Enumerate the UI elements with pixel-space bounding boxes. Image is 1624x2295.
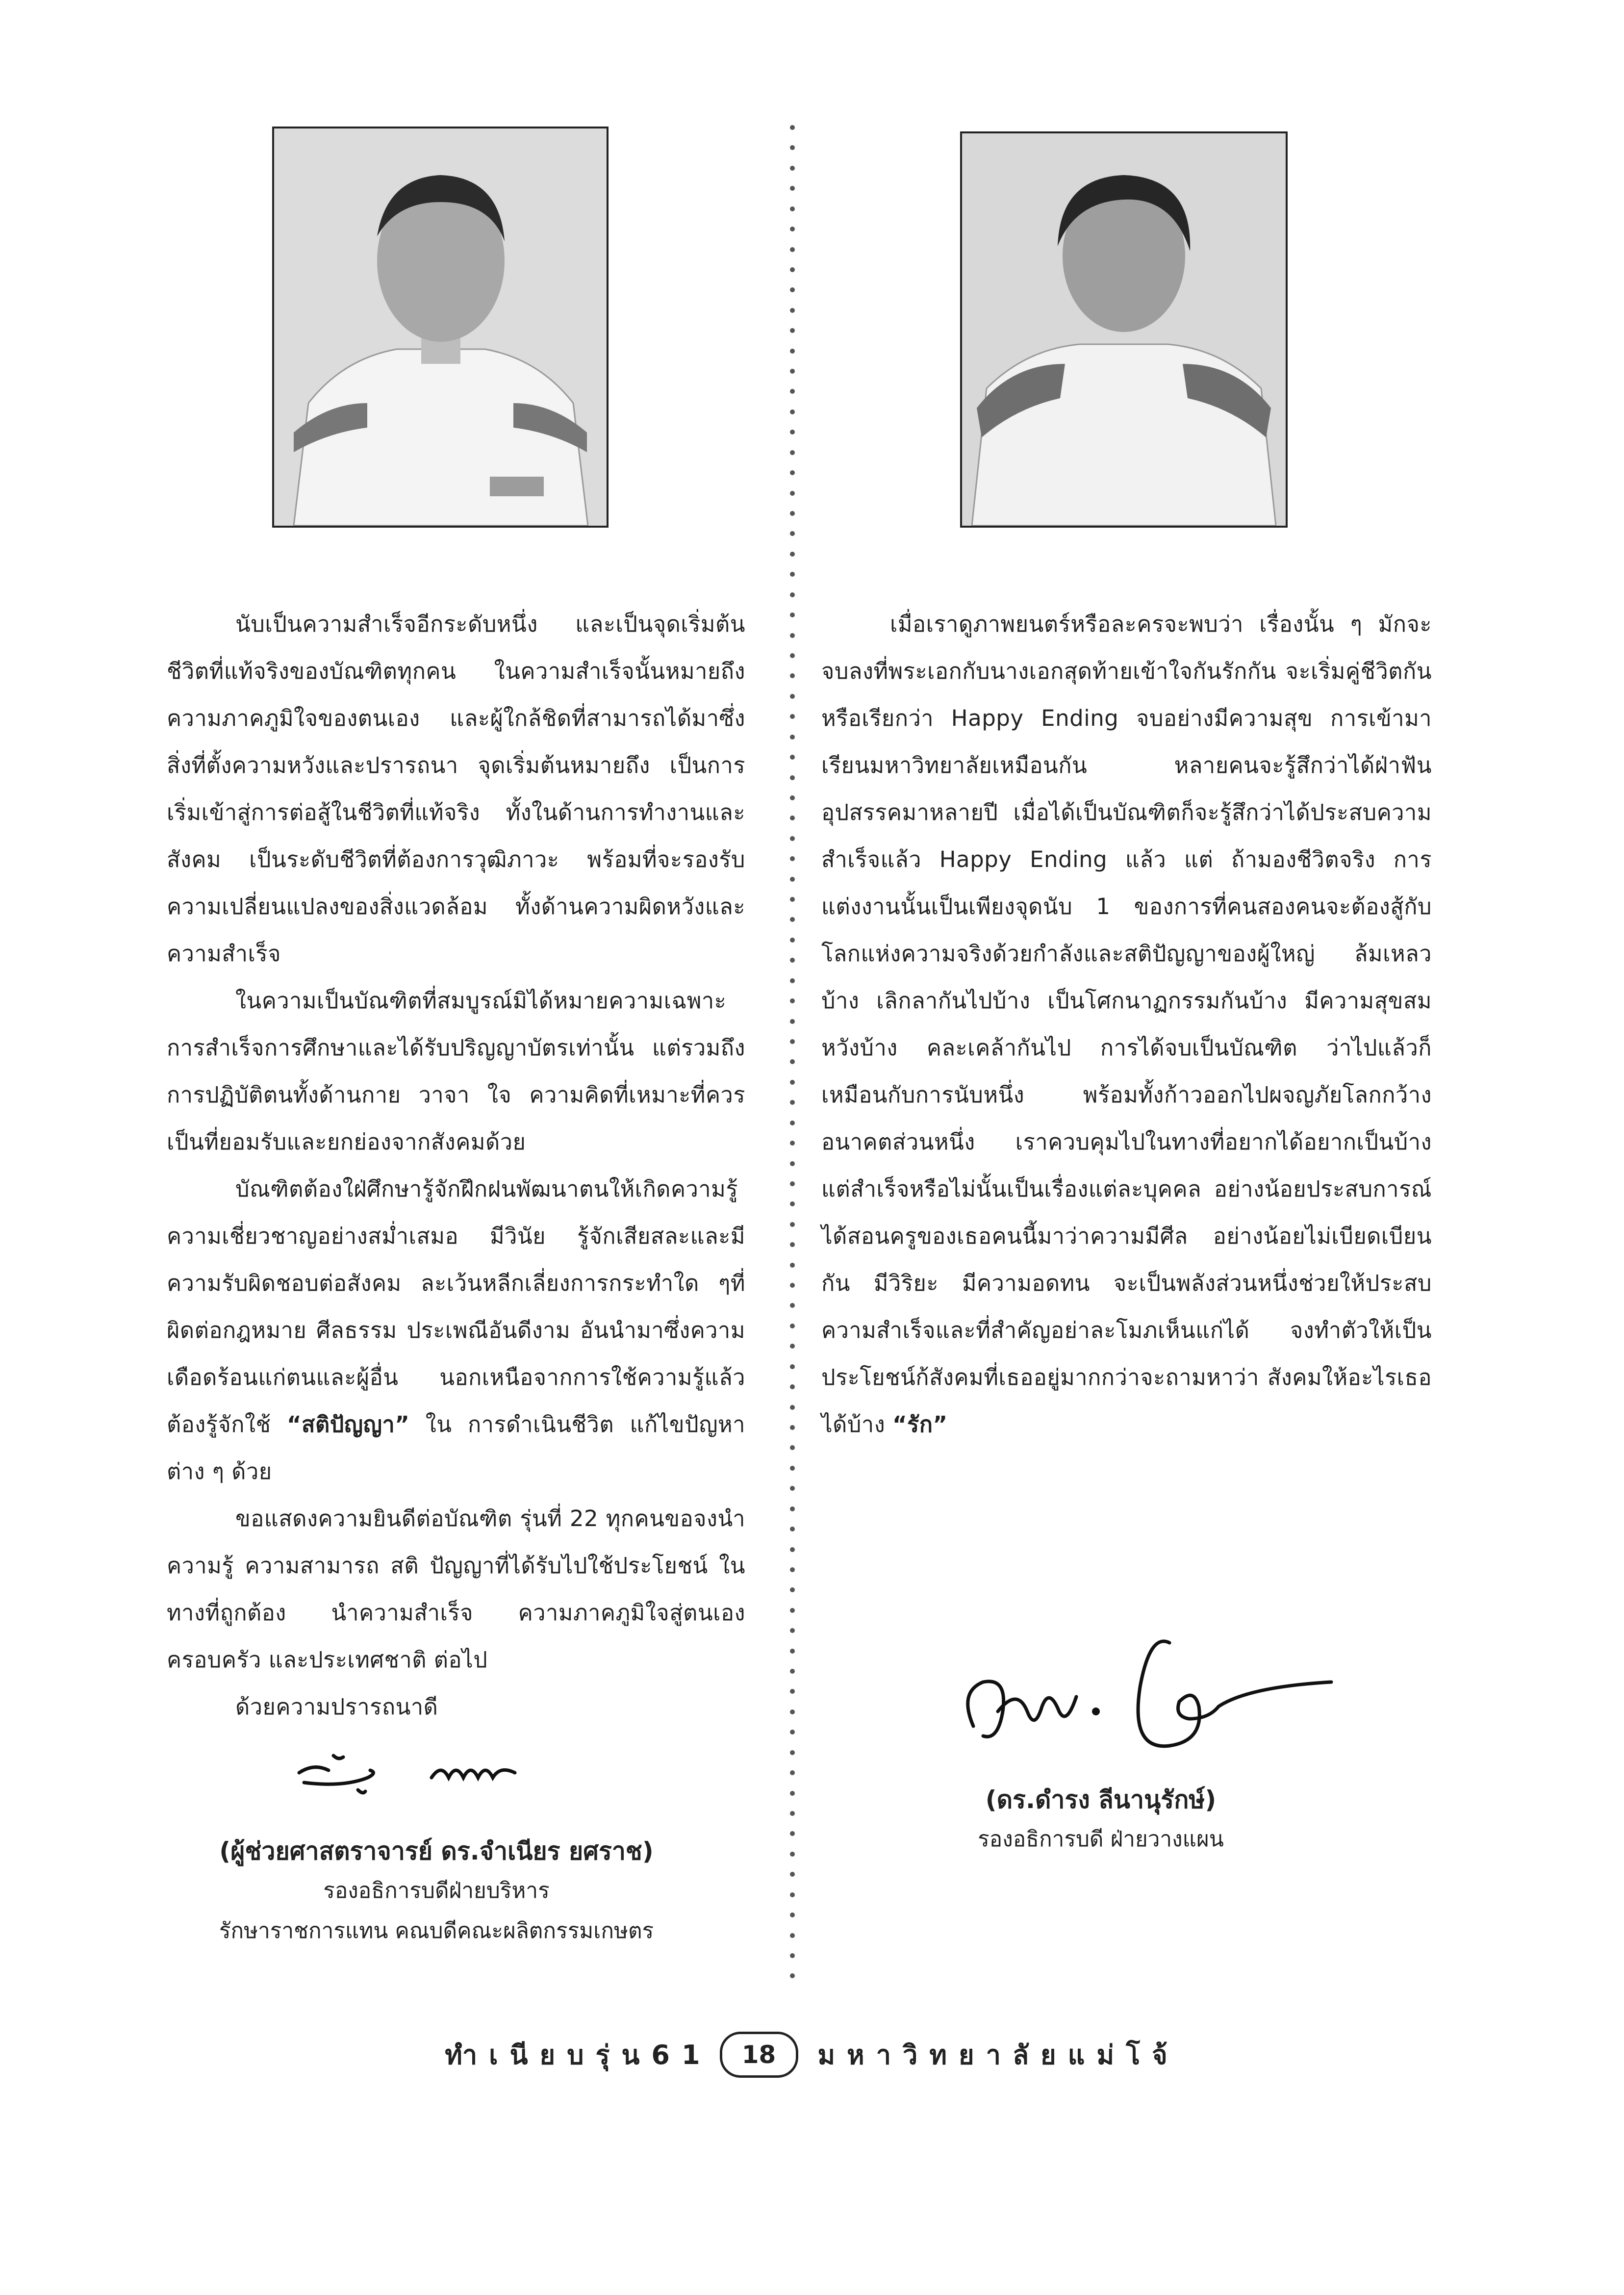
divider-dot [790, 409, 795, 414]
divider-dot [790, 1973, 795, 1978]
right-paragraph-1-text: เมื่อเราดูภาพยนตร์หรือละครจะพบว่า เรื่องนั้น ๆ มักจะจบลงที่พระเอกกับนางเอกสุดท้ายเข้าใจกันรักกัน จะเริ่มคู่ชีวิตกัน หรือเรียกว่า Happy Ending จบอย่างมีความสุข การเข้ามาเรียนมหาวิทยาลัยเหมือนกัน หลายคนจะรู้สึกว่าได้ฝ่าฟันอุปสรรคมาหลายปี เมื่อได้เป็นบัณฑิตก็จะรู้สึกว่าได้ประสบความสำเร็จแล้ว Happy Ending แล้ว แต่ ถ้ามองชีวิตจริง การแต่งงานนั้นเป็นเพียงจุดนับ 1 ของการที่คนสองคนจะต้องสู้กับโลกแห่งความจริงด้วยกำลังและสติปัญญาของผู้ใหญ่ ล้มเหลวบ้าง เลิกลากันไปบ้าง เป็นโศกนาฏกรรมกันบ้าง มีความสุขสมหวังบ้าง คละเคล้ากันไป การได้จบเป็นบัณฑิต ว่าไปแล้วก็เหมือนกับการนับหนึ่ง พร้อมทั้งก้าวออกไปผจญภัยโลกกว้าง อนาคตส่วนหนึ่ง เราควบคุมไปในทางที่อยากได้อยากเป็นบ้าง แต่สำเร็จหรือไม่นั้นเป็นเรื่องแต่ละบุคคล อย่างน้อยประสบการณ์ได้สอนครูของเธอคนนี้มาว่าความมีศีล อย่างน้อยไม่เบียดเบียนกัน มีวิริยะ มีความอดทน จะเป็นพลังส่วนหนึ่งช่วยให้ประสบความสำเร็จและที่สำคัญอย่าละโมภเห็นแก่ได้ จงทำตัวให้เป็นประโยชน์ก้สังคมที่เธออยู่มากกว่าจะถามหาว่า สังคมให้อะไรเธอได้บ้าง [821, 611, 1432, 1437]
divider-dot [790, 349, 795, 354]
divider-dot [790, 1852, 795, 1857]
divider-dot [790, 1506, 795, 1511]
right-signatory-role: รองอธิการบดี ฝ่ายวางแผน [978, 1827, 1224, 1852]
divider-dot [790, 592, 795, 597]
divider-dot [790, 1303, 795, 1308]
divider-dot [790, 1405, 795, 1410]
divider-dot [790, 816, 795, 820]
divider-dot [790, 856, 795, 861]
divider-dot [790, 1730, 795, 1734]
divider-dot [790, 572, 795, 577]
divider-dot [790, 836, 795, 841]
divider-dot [790, 1567, 795, 1572]
divider-dot [790, 369, 795, 374]
divider-dot [790, 186, 795, 191]
divider-dot [790, 1384, 795, 1389]
divider-dot [790, 633, 795, 638]
highlight-wisdom: “สติปัญญา” [286, 1411, 410, 1437]
portrait-photo-right [960, 131, 1288, 528]
divider-dot [790, 430, 795, 434]
left-paragraph-3-end: การดำเนินชีวิต แก้ไขปัญหาต่าง ๆ ด้วย [167, 1411, 745, 1484]
right-name-block [905, 1780, 1297, 1860]
divider-dot [790, 775, 795, 780]
divider-dot [790, 166, 795, 171]
divider-dot [790, 735, 795, 740]
divider-dot [790, 978, 795, 983]
divider-dot [790, 1324, 795, 1328]
divider-dot [790, 1181, 795, 1186]
right-body-text [821, 601, 1432, 1448]
left-paragraph-3-text: บัณฑิตต้องใฝ่ศึกษารู้จักฝึกฝนพัฒนาตนให้เกิดความรู้ ความเชี่ยวชาญอย่างสม่ำเสมอ มีวินัย รู้จักเสียสละและมีความรับผิดชอบต่อสังคม ละเว้นหลีกเลี่ยงการกระทำใด ๆที่ผิดต่อกฎหมาย ศีลธรรม ประเพณีอันดีงาม อันนำมาซึ่งความเดือดร้อนแก่ตนและผู้อื่น นอกเหนือจากการใช้ความรู้แล้ว ต้องรู้จักใช้ [167, 1176, 745, 1437]
right-signatory-name: (ดร.ดำรง ลีนานุรักษ์) [985, 1785, 1217, 1814]
left-signatory-acting-role: รักษาราชการแทน คณบดีคณะผลิตกรรมเกษตร [219, 1918, 654, 1943]
divider-dot [790, 1933, 795, 1938]
left-body-text [167, 601, 745, 1731]
divider-dot [790, 1263, 795, 1268]
left-signatory-name: (ผู้ช่วยศาสตราจารย์ ดร.จำเนียร ยศราช) [219, 1837, 654, 1865]
divider-dot [790, 1039, 795, 1044]
divider-dot [790, 1161, 795, 1166]
divider-dot [790, 308, 795, 313]
divider-dot [790, 1628, 795, 1633]
footer-university-name: มหาวิทยาลัยแม่โจ้ [817, 2040, 1179, 2070]
divider-dot [790, 328, 795, 333]
divider-dot [790, 1527, 795, 1531]
divider-dot [790, 1791, 795, 1796]
divider-dot [790, 1466, 795, 1471]
divider-dot [790, 287, 795, 292]
divider-dot [790, 1080, 795, 1085]
divider-dot [790, 531, 795, 536]
portrait-photo-left [272, 127, 609, 528]
left-paragraph-2: ในความเป็นบัณฑิตที่สมบูรณ์มิได้หมายความเฉพาะการสำเร็จการศึกษาและได้รับปริญญาบัตรเท่านั้น แต่รวมถึงการปฏิบัติตนทั้งด้านกาย วาจา ใจ ความคิดที่เหมาะที่ควร เป็นที่ยอมรับและยกย่องจากสังคมด้วย [167, 988, 745, 1155]
divider-dot [790, 1811, 795, 1816]
divider-dot [790, 1608, 795, 1613]
column-divider [787, 125, 797, 1979]
divider-dot [790, 1953, 795, 1958]
divider-dot [790, 1425, 795, 1430]
divider-dot [790, 1201, 795, 1206]
portrait-left-icon [274, 128, 607, 526]
divider-dot [790, 511, 795, 516]
divider-dot [790, 145, 795, 150]
page-footer [0, 2025, 1624, 2084]
divider-dot [790, 1283, 795, 1288]
divider-dot [790, 1912, 795, 1917]
divider-dot [790, 612, 795, 617]
divider-dot [790, 1344, 795, 1349]
divider-dot [790, 1100, 795, 1105]
divider-dot [790, 673, 795, 678]
divider-dot [790, 653, 795, 658]
divider-dot [790, 1445, 795, 1450]
divider-dot [790, 1750, 795, 1755]
divider-dot [790, 877, 795, 882]
left-paragraph-3 [167, 1166, 745, 1495]
divider-dot [790, 938, 795, 943]
footer-yearbook-title: ทำเนียบรุ่น61 [445, 2040, 712, 2070]
signature-right-icon [954, 1613, 1336, 1775]
page-number: 18 [720, 2032, 798, 2078]
divider-dot [790, 1141, 795, 1146]
divider-dot [790, 450, 795, 455]
divider-dot [790, 917, 795, 922]
divider-dot [790, 247, 795, 252]
divider-dot [790, 714, 795, 719]
divider-dot [790, 1547, 795, 1552]
divider-dot [790, 1770, 795, 1775]
left-closing: ด้วยความปรารถนาดี [235, 1694, 438, 1720]
right-paragraph-1 [821, 601, 1432, 1448]
highlight-love: “รัก” [892, 1411, 948, 1437]
divider-dot [790, 795, 795, 800]
divider-dot [790, 1872, 795, 1877]
highlight-wisdom-suffix: ใน [409, 1411, 452, 1437]
divider-dot [790, 206, 795, 211]
divider-dot [790, 998, 795, 1003]
divider-dot [790, 1689, 795, 1694]
divider-dot [790, 1831, 795, 1836]
left-signatory-role: รองอธิการบดีฝ่ายบริหาร [323, 1878, 550, 1903]
divider-dot [790, 1121, 795, 1125]
divider-dot [790, 1222, 795, 1227]
divider-dot [790, 1669, 795, 1674]
left-paragraph-4: ขอแสดงความยินดีต่อบัณฑิต รุ่นที่ 22 ทุกคนขอจงนำความรู้ ความสามารถ สติ ปัญญาที่ได้รับไปใช้ประโยชน์ ในทางที่ถูกต้อง นำความสำเร็จ ความภาคภูมิใจสู่ตนเอง ครอบครัว และประเทศชาติ ต่อไป [167, 1505, 745, 1673]
divider-dot [790, 125, 795, 130]
divider-dot [790, 552, 795, 557]
divider-dot [790, 1709, 795, 1714]
divider-dot [790, 267, 795, 272]
divider-dot [790, 1019, 795, 1024]
divider-dot [790, 227, 795, 231]
divider-dot [790, 1892, 795, 1897]
divider-dot [790, 958, 795, 963]
divider-dot [790, 389, 795, 394]
divider-dot [790, 1649, 795, 1654]
divider-dot [790, 1242, 795, 1247]
signature-right [954, 1613, 1336, 1775]
divider-dot [790, 694, 795, 699]
signature-left [284, 1743, 539, 1802]
portrait-right-icon [962, 133, 1286, 526]
divider-dot [790, 491, 795, 496]
divider-dot [790, 755, 795, 760]
divider-dot [790, 897, 795, 902]
divider-dot [790, 1059, 795, 1064]
left-paragraph-1: นับเป็นความสำเร็จอีกระดับหนึ่ง และเป็นจุดเริ่มต้นชีวิตที่แท้จริงของบัณฑิตทุกคน ในความสำเร็จนั้นหมายถึงความภาคภูมิใจของตนเอง และผู้ใกล้ชิดที่สามารถได้มาซึ่งสิ่งที่ตั้งความหวังและปรารถนา จุดเริ่มต้นหมายถึง เป็นการเริ่มเข้าสู่การต่อสู้ในชีวิตที่แท้จริง ทั้งในด้านการทำงานและสังคม เป็นระดับชีวิตที่ต้องการวุฒิภาวะ พร้อมที่จะรองรับความเปลี่ยนแปลงของสิ่งแวดล้อม ทั้งด้านความผิดหวังและความสำเร็จ [167, 611, 745, 967]
divider-dot [790, 1364, 795, 1369]
divider-dot [790, 1587, 795, 1592]
left-name-block [167, 1832, 706, 1951]
signature-left-icon [284, 1743, 539, 1802]
divider-dot [790, 1486, 795, 1491]
divider-dot [790, 470, 795, 475]
